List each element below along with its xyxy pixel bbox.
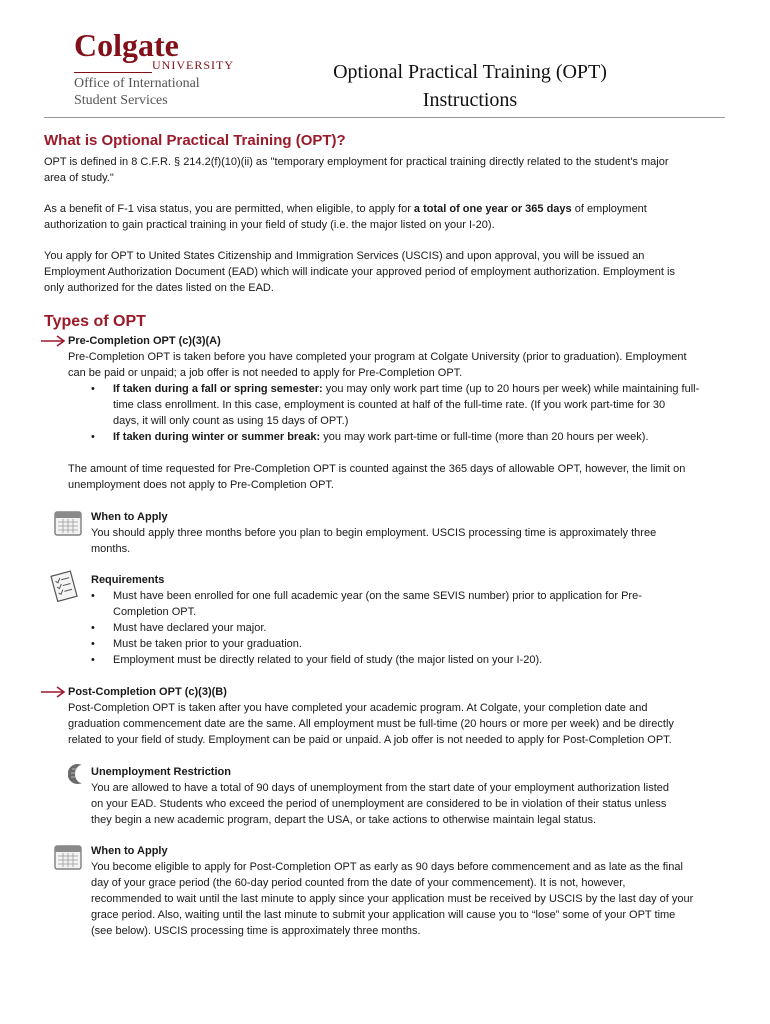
checklist-icon [48,570,82,602]
what-p1-line2: area of study." [44,172,114,184]
post-when-line5: (see below). USCIS processing time is approximately three months. [91,925,421,937]
logo-rule [74,72,152,73]
calendar-icon [54,509,82,537]
unemployment-icon [68,763,88,785]
unemployment-title: Unemployment Restriction [91,766,231,778]
what-p2-pre: As a benefit of F-1 visa status, you are permitted, when eligible, to apply for [44,203,414,215]
pre-b2-bold: If taken during winter or summer break: [113,431,321,443]
bullet-dot: • [91,431,95,443]
post-completion-title: Post-Completion OPT (c)(3)(B) [68,686,227,698]
what-p2-line2: authorization to gain practical training in your field of study (i.e. the major listed on your I-20). [44,219,495,231]
what-is-opt-heading: What is Optional Practical Training (OPT)? [44,132,346,149]
requirements-title: Requirements [91,574,165,586]
colgate-logo [74,27,264,72]
types-of-opt-heading: Types of OPT [44,313,146,330]
pre-bullet1-line3: days, it will only count as using 15 days of OPT.) [113,415,349,427]
post-when-line1: You become eligible to apply for Post-Completion OPT as early as 90 days before commencement and as late as the final [91,861,683,873]
title-line-1: Optional Practical Training (OPT) [333,61,607,83]
title-line-2: Instructions [422,89,518,111]
what-p1-line1: OPT is defined in 8 C.F.R. § 214.2(f)(10)(ii) as "temporary employment for practical training directly related to the student's major [44,156,669,168]
what-p2-line1 [44,201,647,217]
pre-bullet1-line2: time class enrollment. In this case, employment is counted at half of the full-time rate. (If you work part-time for 30 [113,399,666,411]
pre-bullet1-line1 [113,381,699,397]
post-when-title: When to Apply [91,845,168,857]
req3: Must be taken prior to your graduation. [113,638,302,650]
req4: Employment must be directly related to your field of study (the major listed on your I-20). [113,654,543,666]
pre-b2-rest: you may work part-time or full-time (more than 20 hours per week). [320,431,649,443]
what-p3-line1: You apply for OPT to United States Citizenship and Immigration Services (USCIS) and upon approval, you will be issued an [44,250,645,262]
post-when-line4: grace period. Also, waiting until the last minute to submit your application will cause you to “lose” some of your OPT time [91,909,676,921]
req1-line2: Completion OPT. [113,606,197,618]
pre-bullet2 [113,429,649,445]
pre-when-title: When to Apply [91,511,168,523]
bullet-dot: • [91,654,95,666]
document-title [275,58,665,114]
pre-when-line1: You should apply three months before you plan to begin employment. USCIS processing time is approximately three [91,527,657,539]
what-p3-line3: only authorized for the dates listed on the EAD. [44,282,274,294]
post-line2: graduation commencement date are the same. All employment must be full-time (20 hours or more per week) and be directly [68,718,674,730]
pre-completion-arrow-icon [40,334,66,348]
office-name [74,75,200,109]
post-when-line3: recommended to wait until the last minute to apply since your application must be received by USCIS by the last day of your [91,893,694,905]
bullet-dot: • [91,383,95,395]
pre-when-line2: months. [91,543,131,555]
pre-b1-bold: If taken during a fall or spring semester: [113,383,323,395]
post-line1: Post-Completion OPT is taken after you have completed your academic program. At Colgate, your completion date and [68,702,648,714]
logo-university: UNIVERSITY [152,58,234,72]
header-divider [44,117,725,118]
unemp-line2: on your EAD. Students who exceed the period of unemployment are considered to be in violation of their status unless [91,798,667,810]
office-line-2: Student Services [74,93,168,108]
pre-completion-title: Pre-Completion OPT (c)(3)(A) [68,335,221,347]
office-line-1: Office of International [74,76,200,91]
unemp-line3: they begin a new academic program, depart the USA, or take actions to otherwise maintain legal status. [91,814,597,826]
bullet-dot: • [91,590,95,602]
what-p2-post: of employment [571,203,647,215]
pre-note-line1: The amount of time requested for Pre-Completion OPT is counted against the 365 days of allowable OPT, however, the limit on [68,463,686,475]
logo-wordmark: Colgate [74,27,179,63]
req1-line1: Must have been enrolled for one full academic year (on the same SEVIS number) prior to application for Pre- [113,590,642,602]
pre-note-line2: unemployment does not apply to Pre-Completion OPT. [68,479,334,491]
pre-line2: can be paid or unpaid; a job offer is not needed to apply for Pre-Completion OPT. [68,367,463,379]
post-when-line2: day of your grace period (the 60-day period counted from the date of your commencement). It is not, however, [91,877,626,889]
post-completion-arrow-icon [40,685,66,699]
calendar-icon [54,843,82,871]
bullet-dot: • [91,622,95,634]
what-p3-line2: Employment Authorization Document (EAD) which will indicate your approved period of employment authorization. Employment is [44,266,675,278]
what-p2-bold: a total of one year or 365 days [413,203,572,215]
bullet-dot: • [91,638,95,650]
unemp-line1: You are allowed to have a total of 90 days of unemployment from the start date of your employment authorization listed [91,782,670,794]
req2: Must have declared your major. [113,622,267,634]
pre-line1: Pre-Completion OPT is taken before you have completed your program at Colgate University (prior to graduation). Employment [68,351,687,363]
post-line3: related to your field of study. Employment can be paid or unpaid. A job offer is not needed to apply for Post-Completion OPT. [68,734,672,746]
pre-b1-rest: you may only work part time (up to 20 hours per week) while maintaining full- [322,383,700,395]
